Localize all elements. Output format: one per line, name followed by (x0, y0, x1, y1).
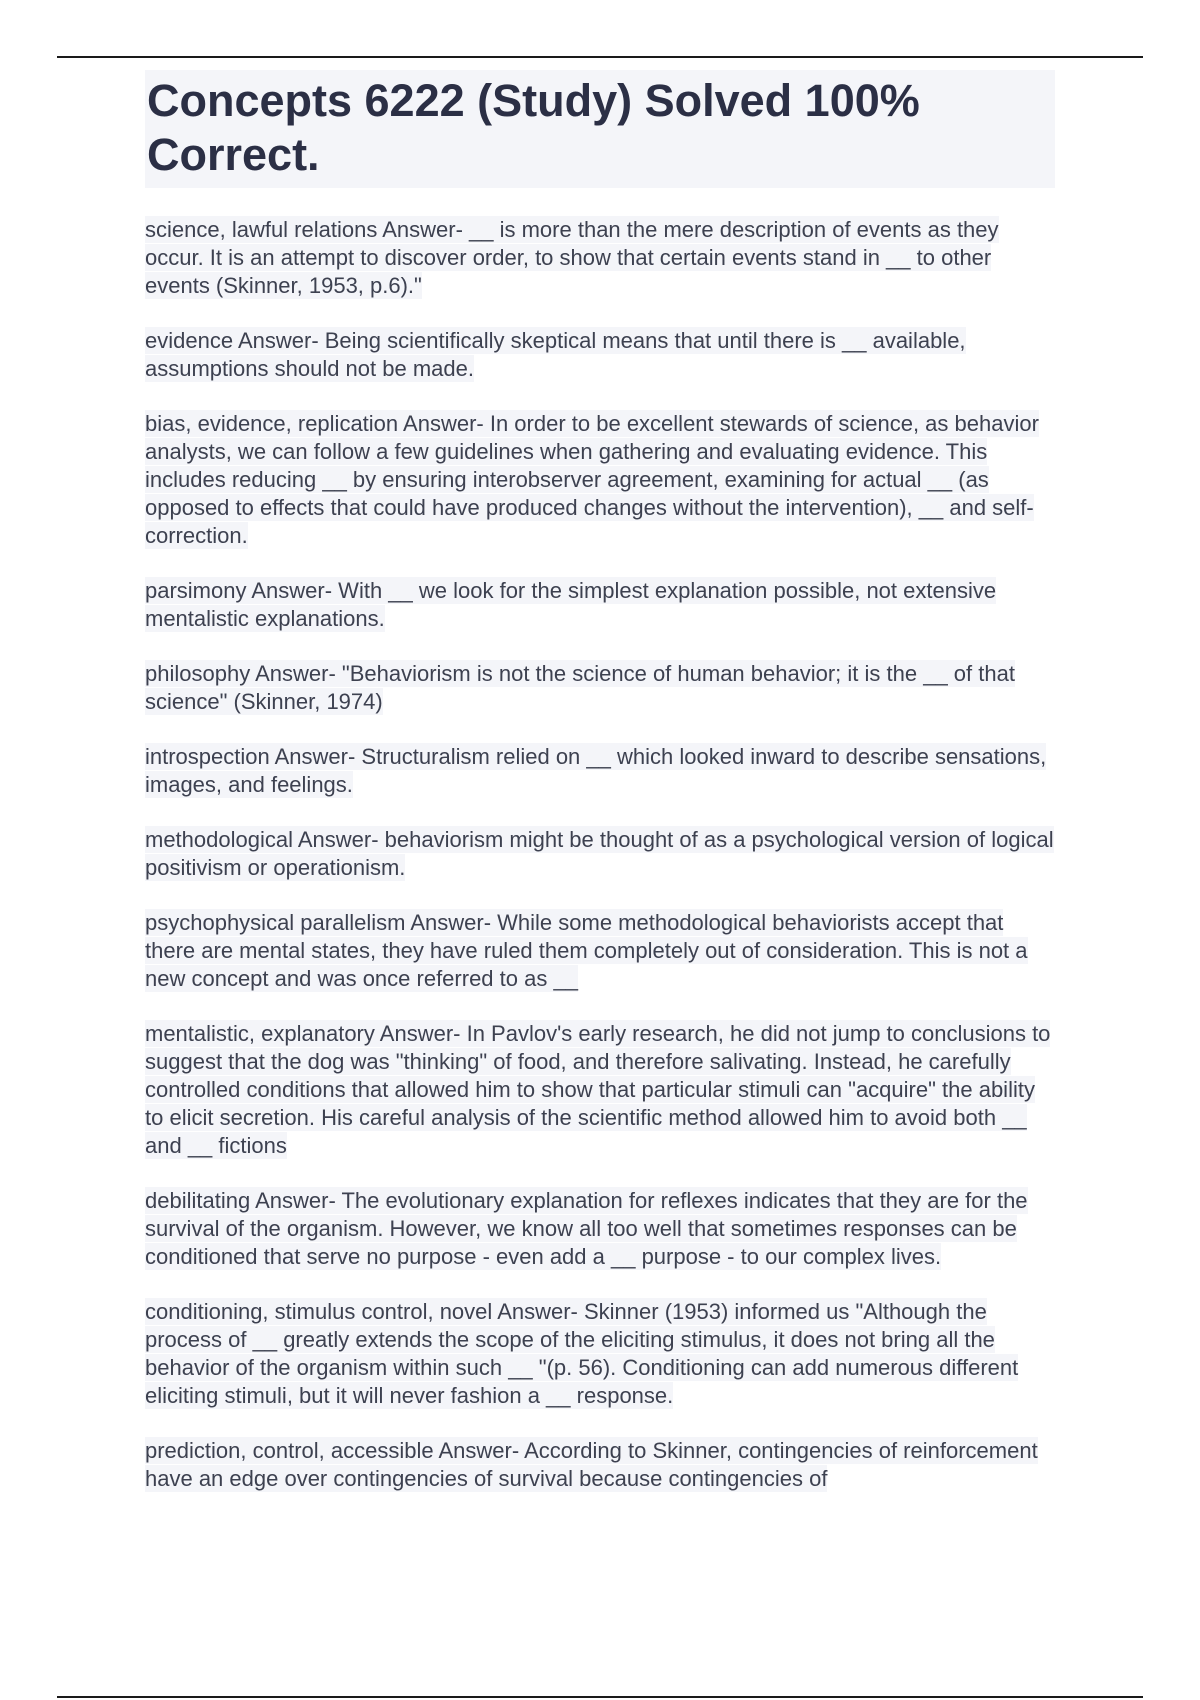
flashcard-item (145, 909, 1055, 993)
flashcard-text: debilitating Answer- The evolutionary explanation for reflexes indicates that they are for the survival of the organism. However, we know all too well that sometimes responses can be conditioned that serve no purpose - even add a __ purpose - to our complex lives. (145, 1188, 1028, 1269)
flashcard-text: introspection Answer- Structuralism relied on __ which looked inward to describe sensations, images, and feelings. (145, 744, 1047, 797)
flashcard-item (145, 1187, 1055, 1271)
flashcard-item (145, 743, 1055, 799)
flashcard-text: philosophy Answer- "Behaviorism is not the science of human behavior; it is the __ of that science" (Skinner, 1974) (145, 661, 1015, 714)
flashcard-text: science, lawful relations Answer- __ is more than the mere description of events as they occur. It is an attempt to discover order, to show that certain events stand in __ to other events (Skinner, 1953, p.6)." (145, 217, 999, 298)
flashcard-text: parsimony Answer- With __ we look for the simplest explanation possible, not extensive mentalistic explanations. (145, 578, 997, 631)
flashcard-item (145, 410, 1055, 550)
flashcard-item (145, 216, 1055, 300)
flashcard-item (145, 1298, 1055, 1410)
flashcard-text: methodological Answer- behaviorism might be thought of as a psychological version of logical positivism or operationism. (145, 827, 1054, 880)
flashcard-text: psychophysical parallelism Answer- While some methodological behaviorists accept that there are mental states, they have ruled them completely out of consideration. This is not a new concept and was once referred to as __ (145, 910, 1028, 991)
flashcard-text: prediction, control, accessible Answer- According to Skinner, contingencies of reinforcement have an edge over contingencies of survival because contingencies of (145, 1438, 1038, 1491)
flashcard-item (145, 1020, 1055, 1160)
document-title: Concepts 6222 (Study) Solved 100% Correct. (147, 75, 920, 180)
flashcard-list (145, 216, 1055, 1493)
flashcard-text: mentalistic, explanatory Answer- In Pavlov's early research, he did not jump to conclusions to suggest that the dog was "thinking" of food, and therefore salivating. Instead, he carefully controlled conditions that allowed him to show that particular stimuli can "acquire" the ability to elicit secretion. His careful analysis of the scientific method allowed him to avoid both __ and __ fictions (145, 1021, 1051, 1158)
flashcard-text: bias, evidence, replication Answer- In order to be excellent stewards of science, as behavior analysts, we can follow a few guidelines when gathering and evaluating evidence. This includes reducing __ by ensuring interobserver agreement, examining for actual __ (as opposed to effects that could have produced changes without the intervention), __ and self-correction. (145, 411, 1039, 548)
flashcard-item (145, 1437, 1055, 1493)
flashcard-item (145, 826, 1055, 882)
top-rule (57, 56, 1143, 58)
bottom-rule (57, 1696, 1143, 1698)
document-page (145, 70, 1055, 1520)
flashcard-text: evidence Answer- Being scientifically skeptical means that until there is __ available, assumptions should not be made. (145, 328, 966, 381)
flashcard-item (145, 327, 1055, 383)
title-box (145, 70, 1055, 188)
flashcard-item (145, 577, 1055, 633)
flashcard-item (145, 660, 1055, 716)
flashcard-text: conditioning, stimulus control, novel Answer- Skinner (1953) informed us "Although the process of __ greatly extends the scope of the eliciting stimulus, it does not bring all the behavior of the organism within such __ "(p. 56). Conditioning can add numerous different eliciting stimuli, but it will never fashion a __ response. (145, 1299, 1019, 1408)
